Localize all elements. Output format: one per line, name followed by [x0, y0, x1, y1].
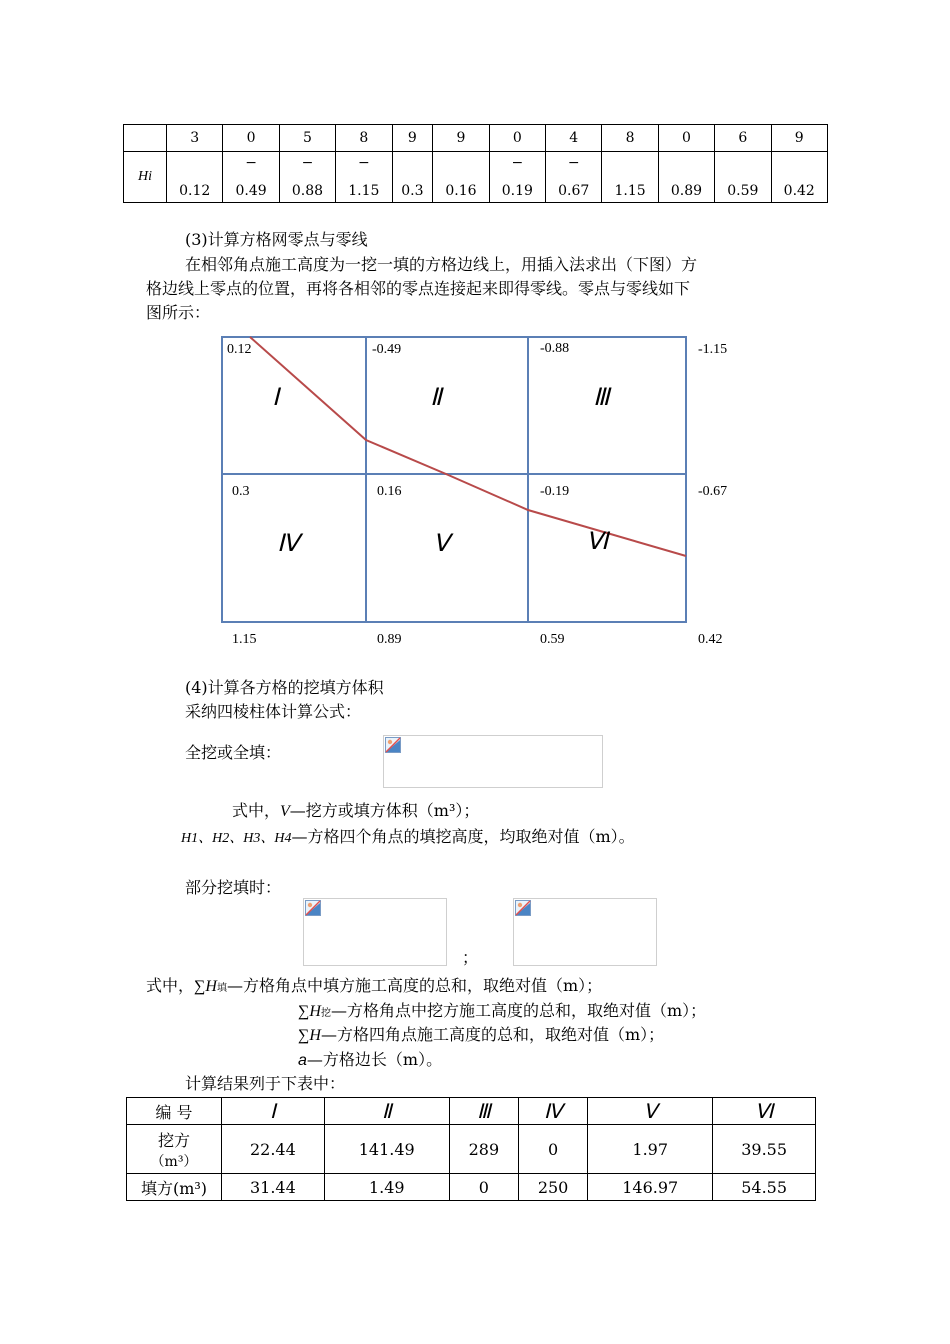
table-cell: 1.97 [588, 1125, 713, 1174]
sum-cut-line: ∑H挖—方格角点中挖方施工高度的总和，取绝对值（m）； [298, 1001, 707, 1020]
corner-value: -0.49 [372, 342, 402, 357]
side-length-line: a—方格边长（m）。 [298, 1050, 443, 1069]
cell-label: Ⅲ [593, 385, 610, 411]
table-cell: 9 [433, 125, 489, 152]
corner-value: -1.15 [698, 342, 728, 357]
zero-line [250, 337, 686, 556]
corner-value: 0.59 [540, 632, 565, 647]
corner-value: 0.89 [377, 632, 402, 647]
broken-image-icon [385, 737, 401, 753]
table-cell: 0.42 [771, 152, 827, 203]
corner-value: 1.15 [232, 632, 257, 647]
grid-lines [222, 337, 686, 622]
partial-cut-fill-label: 部分挖填时： [185, 878, 282, 897]
table-header: Ⅰ [222, 1098, 325, 1125]
table-cell: 0 [223, 125, 279, 152]
corner-value: -0.88 [540, 341, 570, 356]
table-cell: 0.16 [433, 152, 489, 203]
table-cell: 0.12 [167, 152, 223, 203]
table-cell: 250 [518, 1174, 587, 1201]
table-row [127, 1174, 816, 1201]
table-cell: 0.3 [392, 152, 433, 203]
table-cell: 141.49 [324, 1125, 449, 1174]
broken-image-icon [305, 900, 321, 916]
table-cell: 0.89 [658, 152, 714, 203]
cell-label: Ⅳ [277, 531, 300, 557]
where-v-line: 式中，V—挖方或填方体积（m³）； [232, 801, 480, 820]
table-row [127, 1125, 816, 1174]
table-cell: 9 [392, 125, 433, 152]
zero-line-grid-diagram [200, 330, 760, 655]
table-cell: 8 [336, 125, 392, 152]
table-header: Ⅲ [449, 1098, 518, 1125]
table-header: Ⅳ [518, 1098, 587, 1125]
result-intro: 计算结果列于下表中： [185, 1074, 346, 1093]
formula-semicolon: ； [462, 948, 479, 967]
row-label: Hi [124, 152, 167, 203]
broken-image-icon [515, 900, 531, 916]
table-header: Ⅴ [588, 1098, 713, 1125]
corner-value: 0.16 [377, 484, 402, 499]
sum-total-line: ∑H—方格四角点施工高度的总和，取绝对值（m）； [298, 1025, 665, 1044]
formula-image-full [383, 735, 603, 788]
formula-image-partial-fill [303, 898, 447, 966]
table-cell: 289 [449, 1125, 518, 1174]
table-cell: − 0.88 [279, 152, 335, 203]
table-cell: − 0.19 [489, 152, 545, 203]
table-cell: 0 [489, 125, 545, 152]
table-header: Ⅵ [713, 1098, 816, 1125]
corner-height-table [123, 124, 828, 203]
table-cell: 4 [546, 125, 602, 152]
row-label: 挖方 （m³） [127, 1125, 222, 1174]
section3-body-line3: 图所示： [146, 303, 211, 322]
table-cell: 6 [715, 125, 771, 152]
table-cell: 8 [602, 125, 658, 152]
table-cell: − 0.49 [223, 152, 279, 203]
table-cell: 0 [658, 125, 714, 152]
formula-intro: 采纳四棱柱体计算公式： [185, 702, 362, 721]
section3-heading: (3)计算方格网零点与零线 [185, 230, 368, 249]
table-header: Ⅱ [324, 1098, 449, 1125]
table-cell: 0 [518, 1125, 587, 1174]
cell-label: Ⅴ [433, 531, 450, 557]
cell-label: Ⅰ [272, 385, 280, 411]
cell-label: Ⅵ [586, 529, 609, 555]
table-cell: 54.55 [713, 1174, 816, 1201]
row-label [124, 125, 167, 152]
table-cell: 5 [279, 125, 335, 152]
table-cell: 9 [771, 125, 827, 152]
table-cell: − 0.67 [546, 152, 602, 203]
grid-border [222, 337, 686, 622]
table-cell: 1.15 [602, 152, 658, 203]
table-cell: 22.44 [222, 1125, 325, 1174]
table-cell: 31.44 [222, 1174, 325, 1201]
formula-image-partial-cut [513, 898, 657, 966]
table-cell: 0 [449, 1174, 518, 1201]
table-cell: 3 [167, 125, 223, 152]
table-cell: 0.59 [715, 152, 771, 203]
table-row [124, 125, 828, 152]
section3-body-line2: 格边线上零点的位置，再将各相邻的零点连接起来即得零线。零点与零线如下 [146, 279, 691, 298]
table-cell: − 1.15 [336, 152, 392, 203]
row-label: 填方(m³) [127, 1174, 222, 1201]
corner-value: 0.12 [227, 342, 252, 357]
section4-heading: (4)计算各方格的挖填方体积 [185, 678, 384, 697]
corner-value: 0.42 [698, 632, 723, 647]
result-table [126, 1097, 816, 1201]
cell-label: Ⅱ [430, 385, 442, 411]
corner-value: -0.19 [540, 484, 570, 499]
corner-value: -0.67 [698, 484, 728, 499]
table-header: 编 号 [127, 1098, 222, 1125]
section3-body-line1: 在相邻角点施工高度为一挖一填的方格边线上，用插入法求出（下图）方 [185, 255, 698, 274]
full-cut-fill-label: 全挖或全填： [185, 743, 282, 762]
where-h-line: H1、H2、H3、H4—方格四个角点的填挖高度，均取绝对值（m）。 [181, 827, 635, 846]
table-row [127, 1098, 816, 1125]
corner-value: 0.3 [232, 484, 250, 499]
table-cell: 146.97 [588, 1174, 713, 1201]
table-cell: 39.55 [713, 1125, 816, 1174]
table-row [124, 152, 828, 203]
sum-fill-line: 式中，∑H填—方格角点中填方施工高度的总和，取绝对值（m）； [146, 976, 603, 995]
table-cell: 1.49 [324, 1174, 449, 1201]
